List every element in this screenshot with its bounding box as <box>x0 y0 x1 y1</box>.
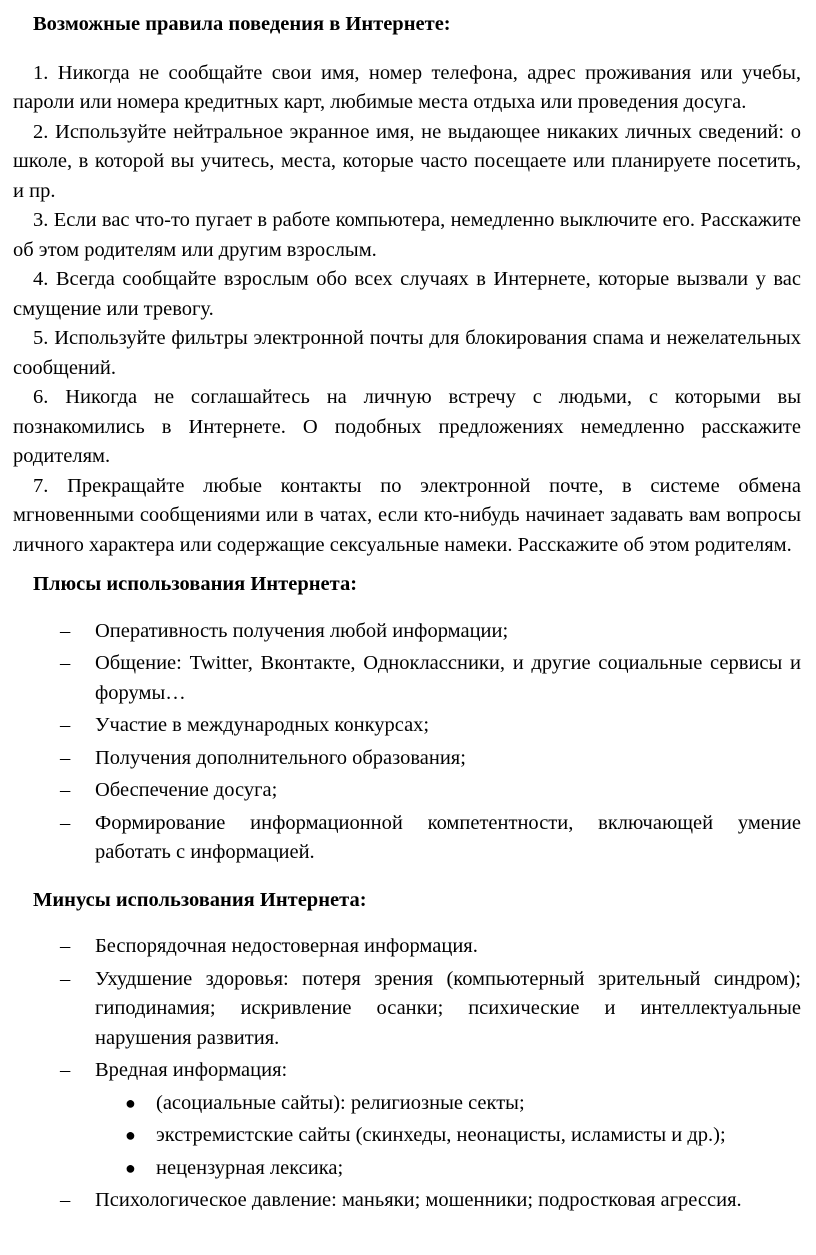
dash-marker: – <box>60 967 71 990</box>
cons-list-item <box>13 1186 801 1216</box>
rules-list <box>13 59 801 561</box>
harmful-info-text: нецензурная лексика; <box>156 1156 344 1179</box>
harmful-info-item <box>13 1154 801 1184</box>
pros-item-text: Оперативность получения любой информации; <box>95 619 509 642</box>
dash-marker: – <box>60 619 71 642</box>
bullet-marker: ● <box>125 1125 136 1145</box>
harmful-info-item <box>13 1089 801 1119</box>
cons-list-item <box>13 1056 801 1183</box>
rule-item: 2. Используйте нейтральное экранное имя, не выдающее никаких личных сведений: о школе, в которой вы учитесь, места, которые часто посещаете или планируете посетить, и пр. <box>13 120 801 202</box>
dash-marker: – <box>60 652 71 674</box>
bullet-marker: ● <box>125 1092 136 1113</box>
pros-list-item <box>13 776 801 806</box>
pros-list <box>13 617 801 868</box>
harmful-info-text: экстремистские сайты (скинхеды, неонацисты, исламисты и др.); <box>156 1124 726 1146</box>
dash-marker: – <box>60 811 71 834</box>
rule-item: 4. Всегда сообщайте взрослым обо всех случаях в Интернете, которые вызвали у вас смущение или тревогу. <box>13 268 801 320</box>
pros-heading: Плюсы использования Интернета: <box>33 573 358 595</box>
dash-marker: – <box>60 935 71 957</box>
pros-list-item <box>13 711 801 741</box>
dash-marker: – <box>60 1059 71 1081</box>
pros-item-text: Обеспечение досуга; <box>95 779 278 801</box>
dash-marker: – <box>60 714 71 736</box>
pros-list-item <box>13 809 801 868</box>
pros-list-item <box>13 617 801 647</box>
cons-item-text: Беспорядочная недостоверная информация. <box>95 935 478 957</box>
pros-item-text: Получения дополнительного образования; <box>95 746 466 769</box>
dash-marker: – <box>60 746 71 769</box>
pros-item-text: Формирование информационной компетентности, включающей умение работать с информацией. <box>95 811 801 863</box>
cons-list <box>13 932 801 1216</box>
pros-list-item <box>13 649 801 708</box>
rule-item: 7. Прекращайте любые контакты по электронной почте, в системе обмена мгновенными сообщениями или в чатах, если кто-нибудь начинает задавать вам вопросы личного характера или содержащие сексуальные намеки. Расскажите об этом родителям. <box>13 474 801 556</box>
harmful-info-sublist <box>95 1089 801 1184</box>
rule-item: 3. Если вас что-то пугает в работе компьютера, немедленно выключите его. Расскажите об этом родителям или другим взрослым. <box>13 209 801 261</box>
dash-marker: – <box>60 779 71 801</box>
pros-item-text: Участие в международных конкурсах; <box>95 714 430 736</box>
rule-item: 1. Никогда не сообщайте свои имя, номер телефона, адрес проживания или учебы, пароли или номера кредитных карт, любимые места отдыха или проведения досуга. <box>13 61 801 113</box>
harmful-info-item <box>13 1121 801 1151</box>
rule-item: 6. Никогда не соглашайтесь на личную встречу с людьми, с которыми вы познакомились в Интернете. О подобных предложениях немедленно расскажите родителям. <box>13 386 801 467</box>
pros-item-text: Общение: Twitter, Вконтакте, Одноклассники, и другие социальные сервисы и форумы… <box>95 652 801 704</box>
dash-marker: – <box>60 1189 71 1211</box>
cons-list-item <box>13 932 801 962</box>
harmful-info-text: (асоциальные сайты): религиозные секты; <box>156 1091 525 1114</box>
cons-list-item <box>13 965 801 1054</box>
cons-item-text: Ухудшение здоровья: потеря зрения (компьютерный зрительный синдром); гиподинамия; искривление осанки; психические и интеллектуальные нарушения развития. <box>95 967 801 1049</box>
cons-heading: Минусы использования Интернета: <box>33 888 367 911</box>
rules-heading: Возможные правила поведения в Интернете: <box>33 13 451 35</box>
rule-item: 5. Используйте фильтры электронной почты для блокирования спама и нежелательных сообщений. <box>13 327 801 379</box>
pros-list-item <box>13 744 801 774</box>
cons-item-text: Вредная информация: <box>95 1059 288 1081</box>
cons-item-text: Психологическое давление: маньяки; мошенники; подростковая агрессия. <box>95 1189 742 1211</box>
bullet-marker: ● <box>125 1157 136 1178</box>
